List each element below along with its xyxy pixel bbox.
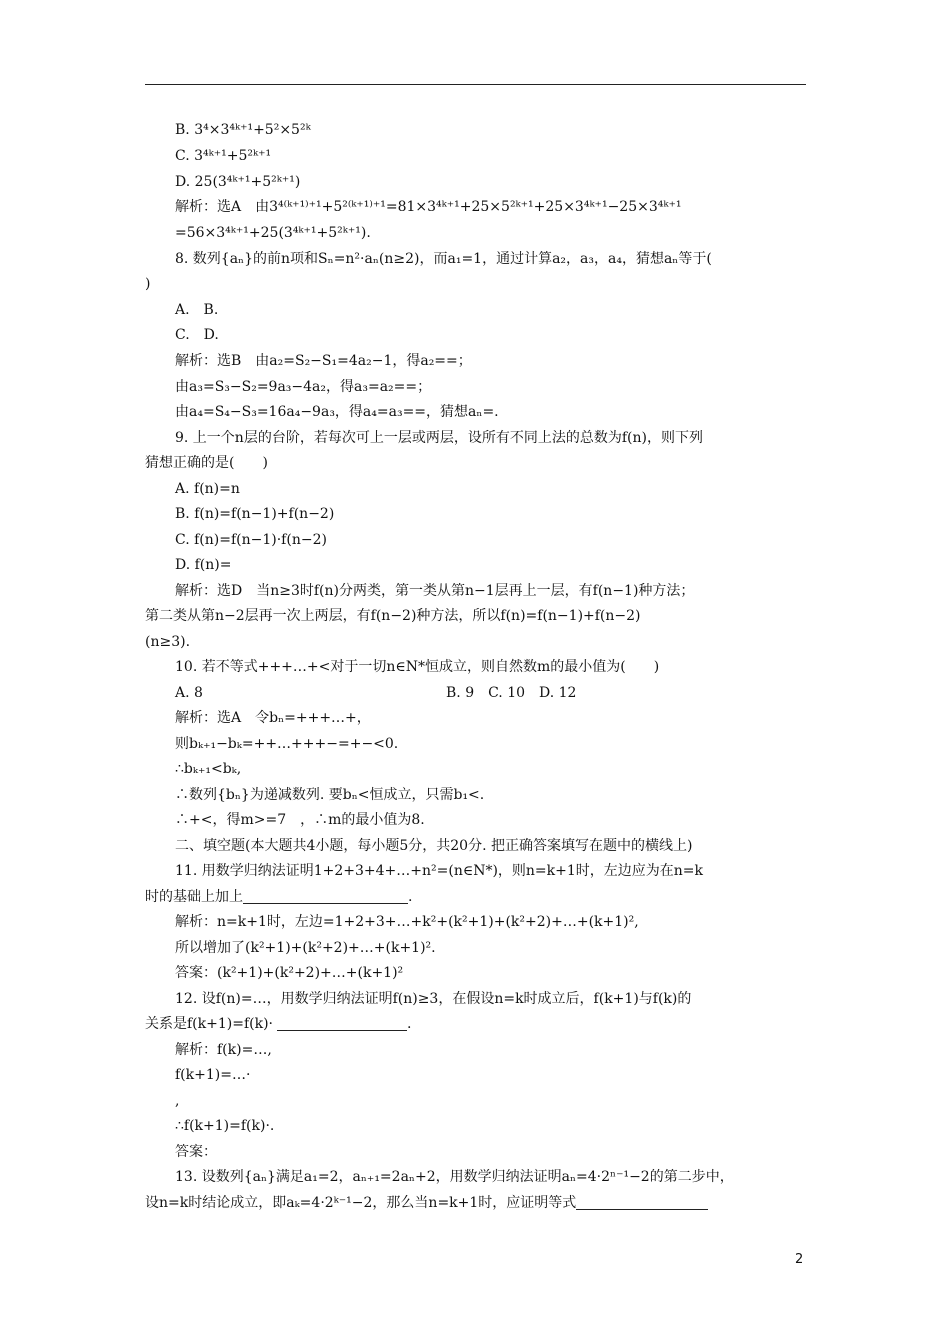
q9-option-d: D. f(n)= [175,557,232,573]
q8-options-ab: A. B. [175,302,219,318]
q7-analysis-line: =56×3⁴ᵏ⁺¹+25(3⁴ᵏ⁺¹+5²ᵏ⁺¹). [175,225,371,241]
q12-analysis-line: , [175,1093,180,1109]
q11-analysis-line: 所以增加了(k²+1)+(k²+2)+…+(k+1)². [175,940,436,956]
q13-stem-text: 设n=k时结论成立，即aₖ=4·2ᵏ⁻¹−2，那么当n=k+1时，应证明等式 [145,1195,577,1211]
q12-stem-cont [145,1014,411,1034]
q11-stem: 11. 用数学归纳法证明1+2+3+4+…+n²=(n∈N*)，则n=k+1时，左边应为在n=k [175,863,704,879]
q9-stem-cont: 猜想正确的是( ) [145,455,268,471]
q10-analysis-line: 解析：选A 令bₙ=+++…+， [175,710,371,726]
q9-option-a: A. f(n)=n [175,481,240,497]
q12-answer: 答案： [175,1144,217,1160]
q10-analysis-line: ∴bₖ₊₁<bₖ, [175,761,242,777]
q9-stem: 9. 上一个n层的台阶，若每次可上一层或两层，设所有不同上法的总数为f(n)，则下列 [175,430,703,446]
q7-option-c: C. 3⁴ᵏ⁺¹+5²ᵏ⁺¹ [175,148,272,164]
q9-analysis-line: (n≥3). [145,634,191,650]
q10-analysis-line: 则bₖ₊₁−bₖ=++…+++−=+−<0. [175,736,399,752]
q12-analysis-line: ∴f(k+1)=f(k)·. [175,1118,275,1134]
q11-analysis-line: 解析：n=k+1时，左边=1+2+3+…+k²+(k²+1)+(k²+2)+…+(k+1)², [175,914,639,930]
q8-options-cd: C. D. [175,327,219,343]
q12-analysis-line: f(k+1)=…· [175,1067,251,1083]
q7-option-d: D. 25(3⁴ᵏ⁺¹+5²ᵏ⁺¹) [175,174,301,190]
q7-analysis-line: 解析：选A 由3⁴⁽ᵏ⁺¹⁾⁺¹+5²⁽ᵏ⁺¹⁾⁺¹=81×3⁴ᵏ⁺¹+25×5²ᵏ⁺¹+25×3⁴ᵏ⁺¹−25×3⁴ᵏ⁺¹ [175,199,682,215]
header-rule [145,84,806,85]
q8-analysis-line: 解析：选B 由a₂=S₂−S₁=4a₂−1，得a₂==； [175,353,472,369]
q10-option-a: A. 8 [175,685,203,701]
q11-stem-cont [145,887,412,907]
q12-analysis-line: 解析：f(k)=…, [175,1042,272,1058]
q11-stem-end: . [408,889,413,905]
q9-option-b: B. f(n)=f(n−1)+f(n−2) [175,506,335,522]
q8-stem-cont: ) [145,276,151,292]
q11-stem-text: 时的基础上加上 [145,889,243,905]
q10-options-bcd: B. 9 C. 10 D. 12 [446,685,577,701]
q11-answer: 答案：(k²+1)+(k²+2)+…+(k+1)² [175,965,404,981]
q9-option-c: C. f(n)=f(n−1)·f(n−2) [175,532,327,548]
q12-stem: 12. 设f(n)=…，用数学归纳法证明f(n)≥3，在假设n=k时成立后，f(k+1)与f(k)的 [175,991,692,1007]
q10-stem: 10. 若不等式+++…+<对于一切n∈N*恒成立，则自然数m的最小值为( ) [175,659,660,675]
q13-stem-cont [145,1193,708,1213]
q8-analysis-line: 由a₃=S₃−S₂=9a₃−4a₂，得a₃=a₂==； [175,379,432,395]
q10-analysis-line: ∴数列{bₙ}为递减数列. 要bₙ<恒成立，只需b₁<. [175,787,485,803]
q12-stem-text: 关系是f(k+1)=f(k)· [145,1016,273,1032]
page-number: 2 [795,1252,804,1267]
q9-analysis-line: 解析：选D 当n≥3时f(n)分两类，第一类从第n−1层再上一层，有f(n−1)种方法； [175,583,695,599]
q8-stem: 8. 数列{aₙ}的前n项和Sₙ=n²·aₙ(n≥2)，而a₁=1，通过计算a₂，a₃，a₄，猜想aₙ等于( [175,251,712,267]
q13-stem: 13. 设数列{aₙ}满足a₁=2，aₙ₊₁=2aₙ+2，用数学归纳法证明aₙ=4·2ⁿ⁻¹−2的第二步中， [175,1169,734,1185]
q11-answer-blank[interactable] [243,888,408,904]
q12-answer-blank[interactable] [277,1015,407,1031]
q12-stem-end: . [407,1016,412,1032]
q13-answer-blank[interactable] [576,1194,708,1210]
q7-option-b: B. 3⁴×3⁴ᵏ⁺¹+5²×5²ᵏ [175,122,311,138]
q10-analysis-line: ∴+<，得m>=7 ，∴m的最小值为8. [175,812,425,828]
q9-analysis-line: 第二类从第n−2层再一次上两层，有f(n−2)种方法，所以f(n)=f(n−1)+f(n−2) [145,608,641,624]
q8-analysis-line: 由a₄=S₄−S₃=16a₄−9a₃，得a₄=a₃==，猜想aₙ=. [175,404,499,420]
section-heading: 二、填空题(本大题共4小题，每小题5分，共20分. 把正确答案填写在题中的横线上) [175,838,693,854]
